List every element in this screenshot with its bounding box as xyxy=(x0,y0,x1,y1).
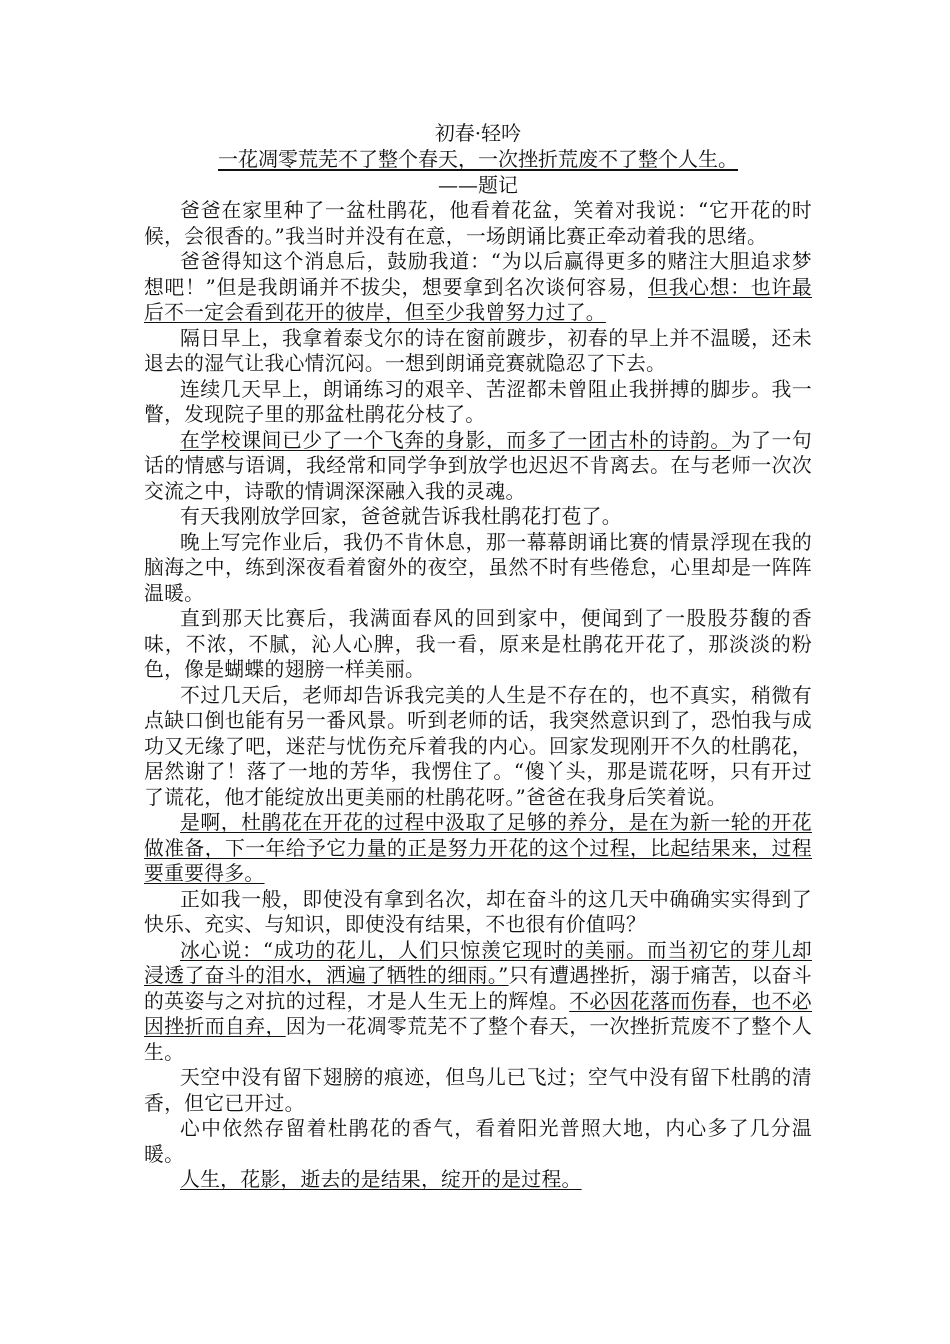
paragraph-text: 晚上写完作业后，我仍不肯休息，那一幕幕朗诵比赛的情景浮现在我的脑海之中，练到深夜看着窗外的夜空，虽然不时有些倦怠，心里却是一阵阵温暖。 xyxy=(144,530,812,605)
paragraph xyxy=(144,1167,812,1193)
paragraph xyxy=(144,887,812,938)
paragraph-text: 正如我一般，即使没有拿到名次，却在奋斗的这几天中确确实实得到了快乐、充实、与知识，即使没有结果，不也很有价值吗？ xyxy=(144,887,812,936)
paragraph xyxy=(144,428,812,505)
paragraph-text: 天空中没有留下翅膀的痕迹，但鸟儿已飞过；空气中没有留下杜鹃的清香，但它已开过。 xyxy=(144,1066,812,1115)
paragraph xyxy=(144,1065,812,1116)
epigraph: 一花凋零荒芜不了整个春天，一次挫折荒废不了整个人生。 xyxy=(218,147,738,171)
paragraph xyxy=(144,249,812,326)
paragraph xyxy=(144,504,812,530)
paragraph xyxy=(144,530,812,607)
paragraph-text: 只有遭遇挫折，溺于痛苦，以奋斗的英姿与之对抗的过程，才是人生无上的辉煌。 xyxy=(144,964,812,1013)
paragraph xyxy=(144,938,812,1066)
paragraph xyxy=(144,606,812,683)
essay-title: 初春·轻吟 xyxy=(434,121,522,145)
underlined-text: 但我心想：也许最后不一定会看到花开的彼岸，但至少我曾努力过了。 xyxy=(144,275,812,324)
paragraph-text: 直到那天比赛后，我满面春风的回到家中，便闻到了一股股芬馥的香味，不浓，不腻，沁人心脾，我一看，原来是杜鹃花开花了，那淡淡的粉色，像是蝴蝶的翅膀一样美丽。 xyxy=(144,607,812,681)
paragraph-text: 有天我刚放学回家，爸爸就告诉我杜鹃花打苞了。 xyxy=(180,505,622,528)
underlined-text: 人生，花影，逝去的是结果，绽开的是过程。 xyxy=(180,1168,582,1191)
paragraph xyxy=(144,683,812,811)
paragraph xyxy=(144,1116,812,1167)
paragraph-text: 心中依然存留着杜鹃花的香气，看着阳光普照大地，内心多了几分温暖。 xyxy=(144,1117,812,1166)
paragraph xyxy=(144,377,812,428)
paragraph-text: 隔日早上，我拿着泰戈尔的诗在窗前踱步，初春的早上并不温暖，还未退去的湿气让我心情沉闷。一想到朗诵竞赛就隐忍了下去。 xyxy=(144,326,812,375)
underlined-text: 冰心说：“成功的花儿，人们只惊羡它现时的美丽。而当初它的芽儿却浸透了奋斗的泪水，洒遍了牺牲的细雨。” xyxy=(144,938,812,987)
essay-page xyxy=(144,120,812,1193)
paragraph-text: 爸爸在家里种了一盆杜鹃花，他看着花盆，笑着对我说：“它开花的时候，会很香的。”我当时并没有在意，一场朗诵比赛正牵动着我的思绪。 xyxy=(144,199,812,248)
dedication-label: ——题记 xyxy=(438,173,518,197)
paragraph-text: 爸爸得知这个消息后，鼓励我道：“为以后赢得更多的赌注大胆追求梦想吧！”但是我朗诵并不拔尖，想要拿到名次谈何容易， xyxy=(144,250,812,299)
paragraph xyxy=(144,326,812,377)
paragraph xyxy=(144,810,812,887)
underlined-text: 在学校课间已少了一个飞奔的身影，而多了一团古朴的诗韵。 xyxy=(180,428,731,452)
paragraph-text: 连续几天早上，朗诵练习的艰辛、苦涩都未曾阻止我拼搏的脚步。我一瞥，发现院子里的那盆杜鹃花分枝了。 xyxy=(144,377,812,426)
paragraph-text: 因为一花凋零荒芜不了整个春天，一次挫折荒废不了整个人生。 xyxy=(144,1015,812,1064)
paragraph-text: 不过几天后，老师却告诉我完美的人生是不存在的，也不真实，稍微有点缺口倒也能有另一番风景。听到老师的话，我突然意识到了，恐怕我与成功又无缘了吧，迷茫与忧伤充斥着我的内心。回家发现刚开不久的杜鹃花，居然谢了！落了一地的芳华，我愣住了。“傻丫头，那是谎花呀，只有开过了谎花，他才能绽放出更美丽的杜鹃花呀。”爸爸在我身后笑着说。 xyxy=(144,683,812,809)
underlined-text: 是啊，杜鹃花在开花的过程中汲取了足够的养分，是在为新一轮的开花做准备，下一年给予它力量的正是努力开花的这个过程，比起结果来，过程要重要得多。 xyxy=(144,811,812,885)
paragraph-text: 为了一句话的情感与语调，我经常和同学争到放学也迟迟不肯离去。在与老师一次次交流之中，诗歌的情调深深融入我的灵魂。 xyxy=(144,428,812,503)
essay-body xyxy=(144,198,812,1193)
paragraph xyxy=(144,198,812,249)
underlined-text: 不必因花落而伤春，也不必因挫折而自弃， xyxy=(144,989,812,1038)
